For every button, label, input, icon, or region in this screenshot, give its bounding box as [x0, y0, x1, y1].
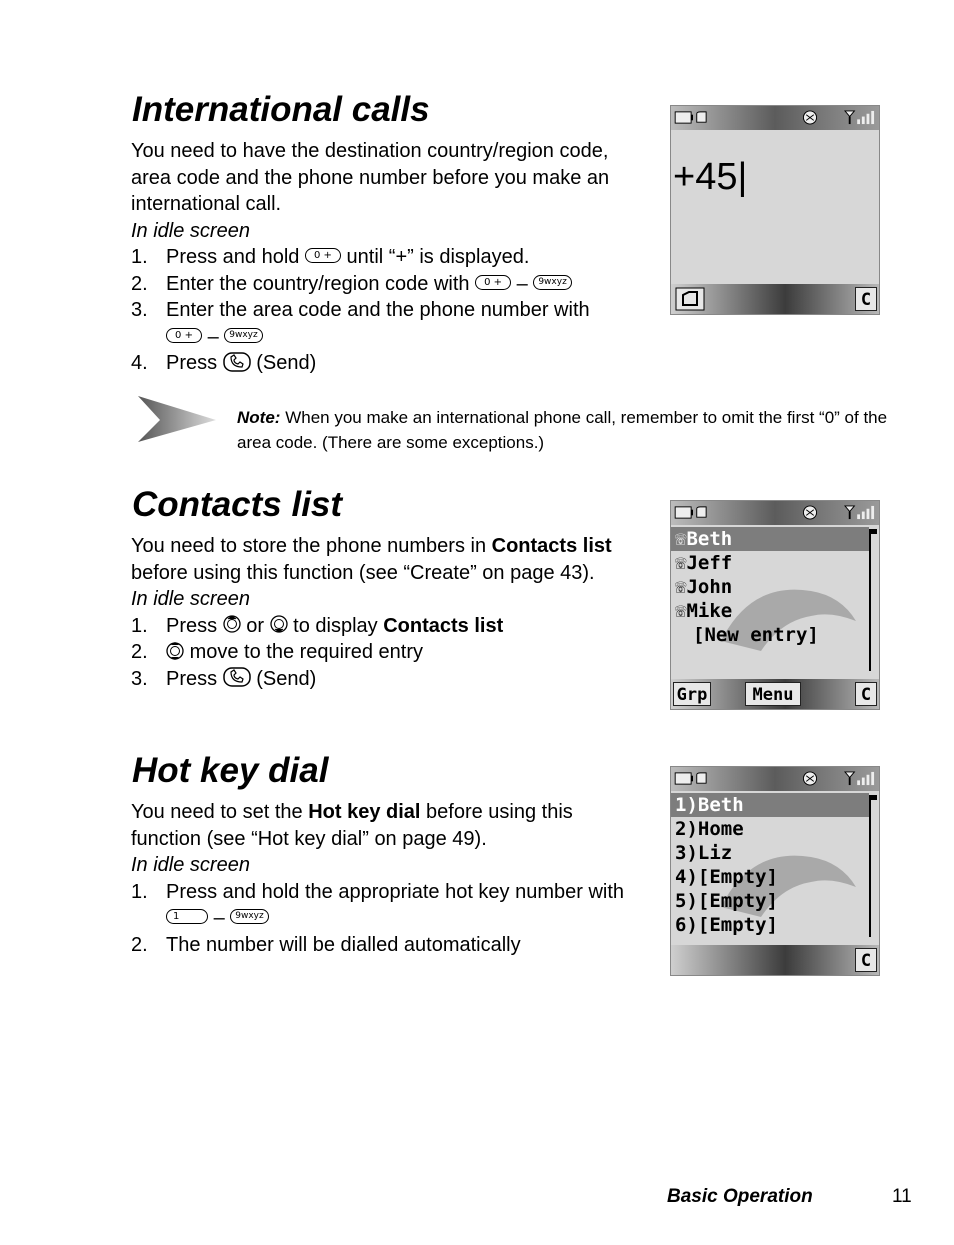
status-bar: [671, 106, 879, 130]
key-0-icon: 0 +: [305, 248, 341, 263]
list-item[interactable]: [671, 599, 869, 623]
list-item-new-entry[interactable]: [New entry]: [693, 624, 819, 646]
contact-icon: ☏: [675, 528, 687, 550]
step-2: [131, 271, 631, 298]
intro-bold: Contacts list: [491, 535, 612, 557]
list-item[interactable]: 2)Home: [675, 818, 744, 840]
clear-softkey[interactable]: C: [855, 287, 877, 311]
list-item[interactable]: 3)Liz: [675, 842, 733, 864]
idle-screen-label: In idle screen: [131, 588, 250, 610]
battery-icon: [673, 505, 713, 520]
key-9-icon: 9wxyz: [230, 909, 268, 924]
step-text: move to the required entry: [189, 641, 424, 663]
menu-softkey[interactable]: Menu: [745, 682, 801, 706]
key-9-icon: 9wxyz: [533, 275, 571, 290]
step-text: Enter the country/region code with: [166, 272, 470, 295]
nav-down-icon: [270, 615, 288, 633]
intro-text: before using this function (see “Hot key dial” on page 49).: [131, 801, 573, 850]
step-text: Press: [166, 352, 218, 374]
nav-updown-icon: [166, 641, 184, 661]
list-item-label: Beth: [686, 528, 733, 550]
phonebook-icon[interactable]: [675, 287, 705, 311]
step-bold: Contacts list: [383, 614, 504, 637]
note-body: When you make an international phone call, remember to omit the first “0” of the area code. (There are some exceptions.): [237, 408, 888, 452]
section-title-contacts: Contacts list: [132, 485, 343, 524]
step-number: 3.: [131, 299, 148, 321]
step-2: [131, 639, 631, 666]
hotkey-body: [131, 799, 631, 958]
step-3: [131, 666, 631, 693]
international-intro: You need to have the destination country/region code, area code and the phone number before you make an international call.: [131, 140, 610, 215]
step-number: 2.: [131, 641, 148, 663]
dial-number: +45|: [673, 156, 748, 198]
list-item[interactable]: 6)[Empty]: [675, 914, 778, 936]
contact-icon: ☏: [675, 576, 687, 598]
step-text: Press and hold: [166, 246, 300, 268]
soft-key-bar: [671, 945, 879, 975]
step-4: [131, 350, 631, 377]
ringer-icon: [795, 771, 825, 786]
step-number: 4.: [131, 352, 148, 374]
hotkey-list: [671, 793, 869, 937]
phone-screen-hotkey: [670, 766, 880, 976]
clear-softkey[interactable]: C: [855, 682, 877, 706]
step-text: (Send): [256, 352, 317, 374]
step-number: 1.: [131, 614, 148, 637]
key-0-icon: 0 +: [475, 275, 511, 290]
list-item[interactable]: [671, 551, 869, 575]
list-item-label: Jeff: [686, 552, 733, 574]
step-2: [131, 932, 631, 959]
list-item[interactable]: [671, 575, 869, 599]
signal-icon: [843, 110, 877, 125]
intro-text: You need to set the: [131, 801, 303, 823]
step-number: 2.: [131, 272, 148, 295]
contacts-intro: [131, 533, 631, 586]
intro-bold: Hot key dial: [308, 801, 421, 823]
phone-screen-dial: [670, 105, 880, 315]
soft-key-bar: [671, 679, 879, 709]
intro-text: You need to store the phone numbers in: [131, 535, 487, 557]
status-bar: [671, 501, 879, 525]
soft-key-bar: [671, 284, 879, 314]
section-title-hotkey: Hot key dial: [132, 751, 329, 790]
step-text: (Send): [256, 667, 317, 690]
idle-screen-label: In idle screen: [131, 854, 250, 876]
phone-screen-contacts: [670, 500, 880, 710]
scrollbar[interactable]: [869, 795, 877, 937]
idle-screen-label: In idle screen: [131, 219, 250, 242]
list-item-label: John: [686, 576, 733, 598]
page-number: 11: [892, 1186, 912, 1207]
battery-icon: [673, 771, 713, 786]
contact-icon: ☏: [675, 552, 687, 574]
key-0-icon: 0 +: [166, 328, 202, 343]
step-text: Press and hold the appropriate hot key number with: [166, 880, 625, 903]
list-item[interactable]: 4)[Empty]: [675, 866, 778, 888]
group-softkey[interactable]: Grp: [673, 682, 711, 706]
step-text: Enter the area code and the phone number with: [166, 299, 590, 321]
step-number: 3.: [131, 667, 148, 690]
step-text: to display: [293, 614, 378, 637]
section-title-international: International calls: [132, 90, 430, 129]
list-item[interactable]: 1)Beth: [671, 793, 869, 817]
international-body: [131, 138, 631, 377]
clear-softkey[interactable]: C: [855, 948, 877, 972]
note-label: Note:: [237, 408, 281, 427]
send-key-icon: [223, 667, 251, 687]
dash: –: [516, 272, 528, 295]
list-item-label: Mike: [686, 600, 733, 622]
note-arrow-icon: [138, 396, 218, 444]
dash: –: [213, 907, 225, 929]
list-item[interactable]: 5)[Empty]: [675, 890, 778, 912]
dash: –: [207, 325, 219, 348]
contacts-list: [671, 527, 869, 647]
step-text: until “+” is displayed.: [346, 246, 530, 268]
scrollbar[interactable]: [869, 529, 877, 671]
footer-section-title: Basic Operation: [667, 1186, 813, 1207]
signal-icon: [843, 771, 877, 786]
contact-icon: ☏: [675, 600, 687, 622]
hotkey-intro: [131, 799, 631, 852]
nav-up-icon: [223, 615, 241, 633]
step-3: [131, 297, 631, 350]
intro-text: before using this function (see “Create” on page 43).: [131, 561, 595, 584]
ringer-icon: [795, 505, 825, 520]
signal-icon: [843, 505, 877, 520]
key-9-icon: 9wxyz: [224, 328, 262, 343]
step-text: or: [246, 614, 265, 637]
step-text: The number will be dialled automatically: [166, 933, 521, 956]
step-1: [131, 879, 631, 932]
step-number: 2.: [131, 933, 148, 956]
contacts-body: [131, 533, 631, 692]
step-number: 1.: [131, 880, 148, 903]
step-1: [131, 613, 631, 640]
status-bar: [671, 767, 879, 791]
step-text: Press: [166, 614, 218, 637]
step-text: Press: [166, 667, 218, 690]
ringer-icon: [795, 110, 825, 125]
step-number: 1.: [131, 246, 148, 268]
battery-icon: [673, 110, 713, 125]
list-item[interactable]: [671, 527, 869, 551]
note-text: [237, 405, 897, 455]
send-key-icon: [223, 352, 251, 372]
key-1-icon: 1: [166, 909, 208, 924]
step-1: [131, 244, 631, 271]
